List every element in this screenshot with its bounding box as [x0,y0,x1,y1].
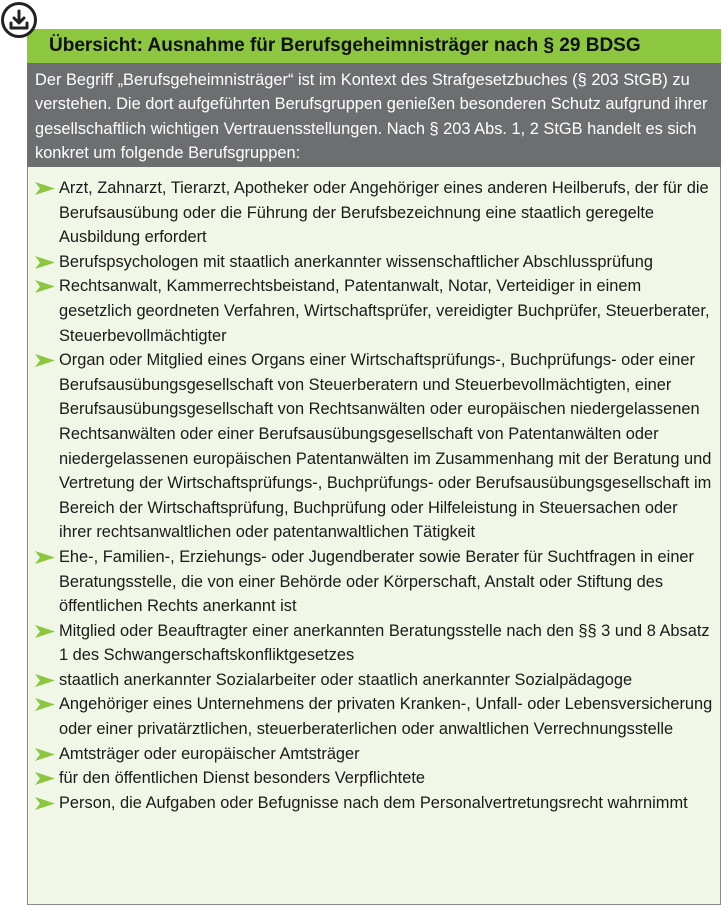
list-item-text: Person, die Aufgaben oder Befugnisse nach dem Personalvertretungsrecht wahrnimmt [59,793,688,812]
list-item [35,545,714,619]
arrow-bullet-icon [35,748,55,761]
list-item [35,692,714,741]
arrow-bullet-icon [35,797,55,810]
list-item-text: Berufspsychologen mit staatlich anerkannter wissenschaftlicher Abschlussprüfung [59,252,654,271]
list-item-text: Ehe-, Familien-, Erziehungs- oder Jugendberater sowie Berater für Suchtfragen in einer Beratungsstelle, die von einer Behörde oder Körperschaft, Anstalt oder Stiftung des öffentlichen Rechts anerkannt ist [59,547,695,616]
list-item-text: Rechtsanwalt, Kammerrechtsbeistand, Patentanwalt, Notar, Verteidiger in einem gesetzlich geordneten Verfahren, Wirtschaftsprüfer, vereidigter Buchprüfer, Steuerberater, Steuerbevollmächtigter [59,277,710,345]
list-item-text: Organ oder Mitglied eines Organs einer Wirtschaftsprüfungs-, Buchprüfungs- oder einer Berufsausübungsgesellschaft von Steuerberatern und Steuerbevollmächtigten, einer Berufsausübungsgesellschaft von Rechtsanwälten oder europäischen niedergelassenen Rechtsanwälten oder einer Berufsausübungsgesellschaft von Patentanwälten oder niedergelassenen europäischen Patentanwälten im Zusammenhang mit der Beratung und Vertretung der Wirtschaftsprüfungs-, Buchprüfungs- oder Berufsausübungsgesellschaft im Bereich der Wirtschaftsprüfung, Buchprüfung oder Hilfeleistung in Steuersachen oder ihrer rechtsanwaltlichen oder patentanwaltlichen Tätigkeit [59,351,712,542]
list-item [35,766,714,791]
list-item [35,742,714,767]
profession-list [35,176,714,815]
list-item-text: staatlich anerkannter Sozialarbeiter oder staatlich anerkannter Sozialpädagoge [59,670,633,689]
list-item [35,250,714,275]
list-item [35,176,714,250]
list-item [35,791,714,816]
list-item-text: Angehöriger eines Unternehmens der privaten Kranken-, Unfall- oder Lebensversicherung oder einer privatärztlichen, steuerberaterlichen oder anwaltlichen Verrechnungsstelle [59,695,713,739]
list-item-text: Amtsträger oder europäischer Amtsträger [59,744,360,763]
list-item [35,668,714,693]
list-item-text: Arzt, Zahnarzt, Tierarzt, Apotheker oder Angehöriger eines anderen Heilberufs, der für die Berufsausübung oder die Führung der Berufsbezeichnung eine staatlich geregelte Ausbildung erfordert [59,179,709,247]
list-item [35,274,714,348]
arrow-bullet-icon [35,354,55,367]
arrow-bullet-icon [35,256,55,269]
arrow-bullet-icon [35,280,55,293]
arrow-bullet-icon [35,674,55,687]
list-item [35,348,714,545]
arrow-bullet-icon [35,698,55,711]
download-icon[interactable] [1,2,37,38]
list-item [35,619,714,668]
intro-text: Der Begriff „Berufsgeheimnisträger“ ist im Kontext des Strafgesetzbuches (§ 203 StGB) zu verstehen. Die dort aufgeführten Berufsgruppen genießen besonderen Schutz aufgrund ihrer gesellschaftlich wichtigen Vertrauensstellungen. Nach § 203 Abs. 1, 2 StGB handelt es sich konkret um folgende Berufsgruppen: [27,63,721,167]
arrow-bullet-icon [35,772,55,785]
list-item-text: für den öffentlichen Dienst besonders Verpflichtete [59,769,425,788]
profession-list-box [27,167,721,905]
list-item-text: Mitglied oder Beauftragter einer anerkannten Beratungsstelle nach den §§ 3 und 8 Absatz 1 des Schwangerschaftskonfliktgesetzes [59,621,710,665]
page-title: Übersicht: Ausnahme für Berufsgeheimnisträger nach § 29 BDSG [27,29,721,63]
arrow-bullet-icon [35,625,55,638]
arrow-bullet-icon [35,182,55,195]
arrow-bullet-icon [35,551,55,564]
